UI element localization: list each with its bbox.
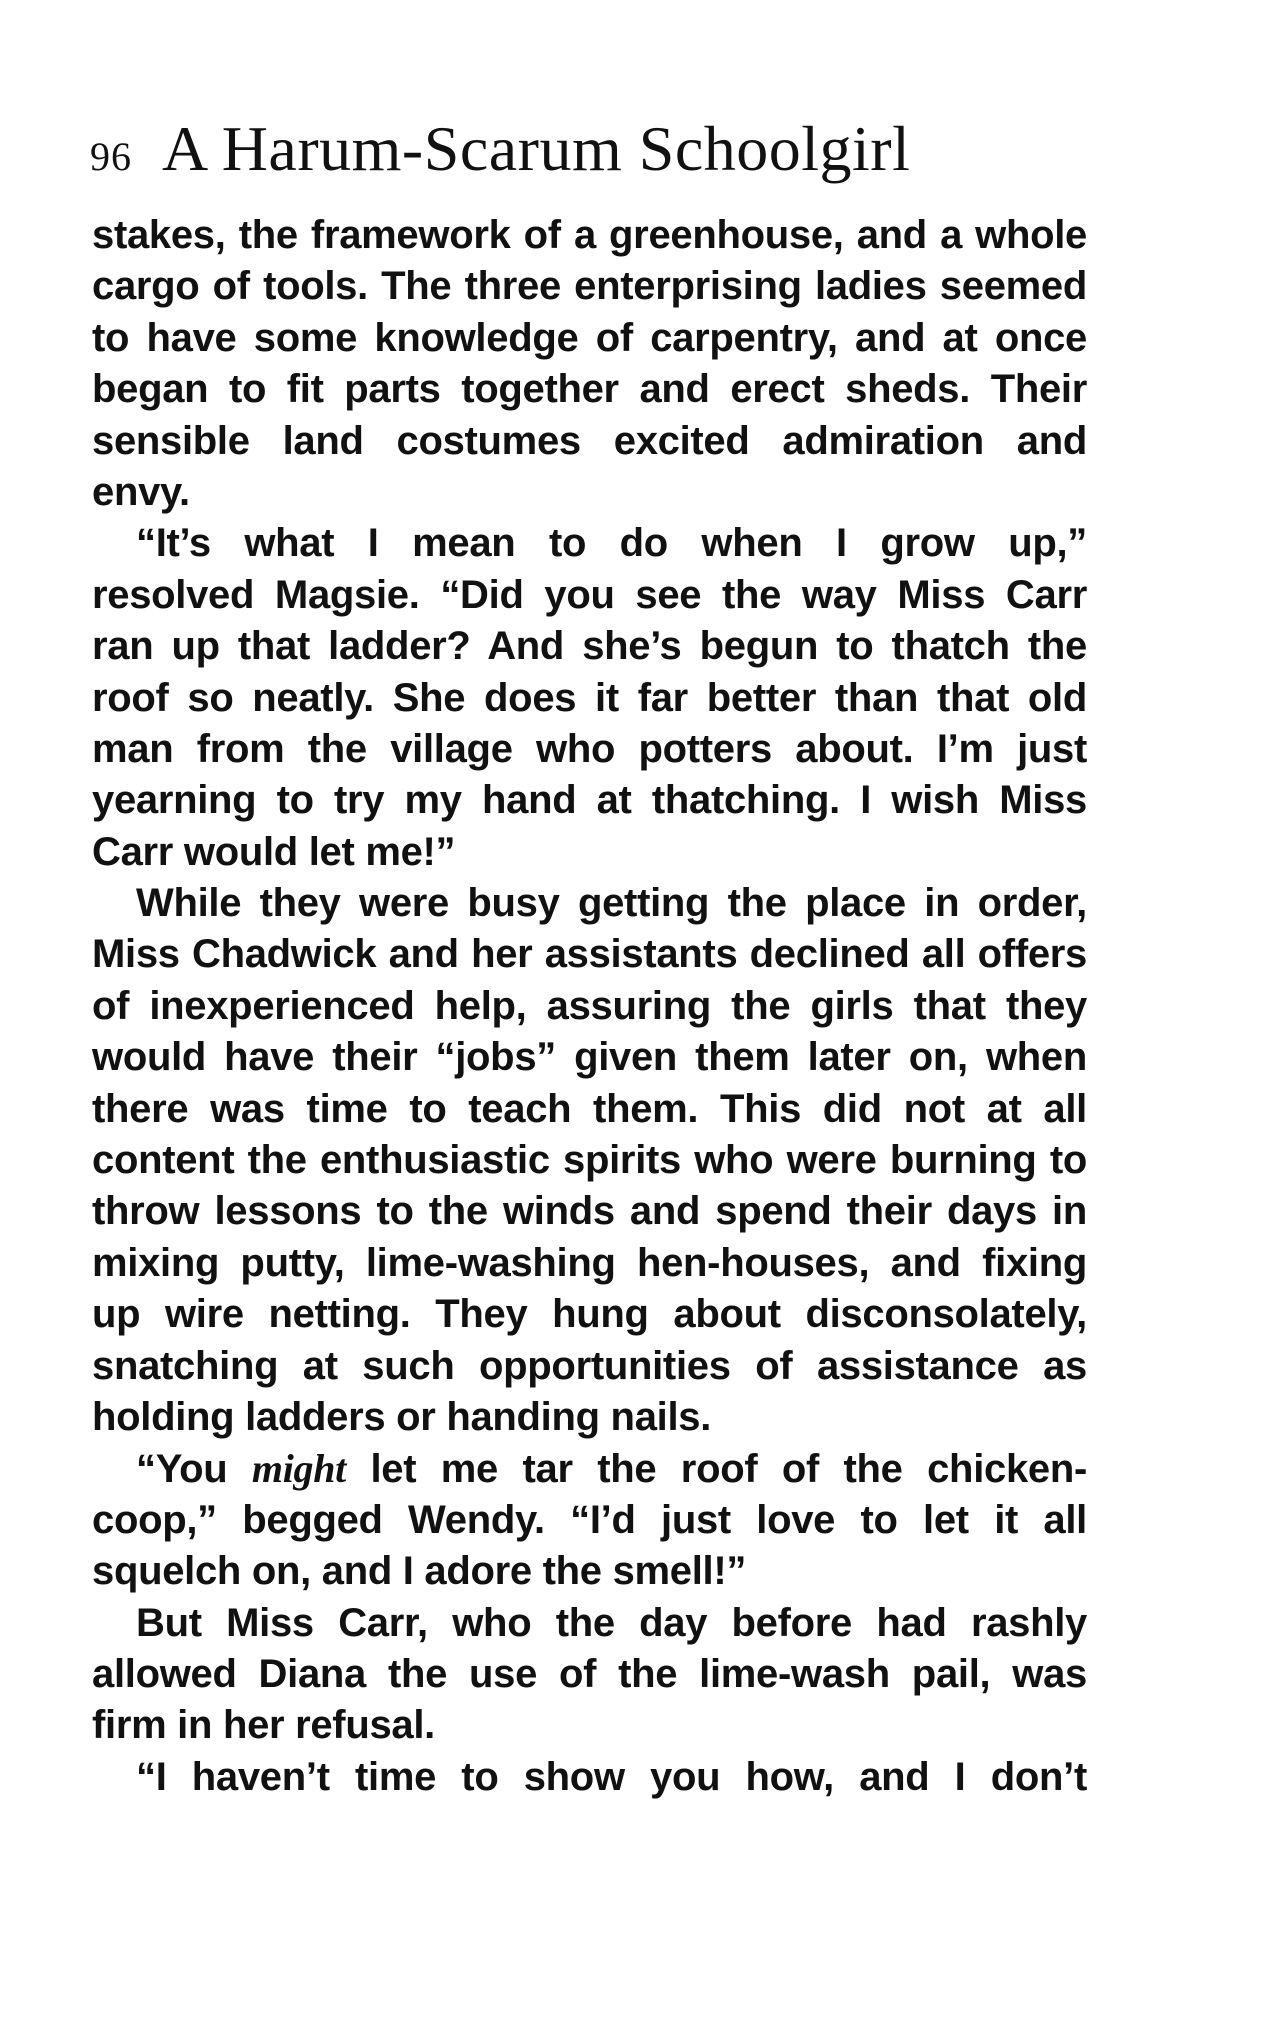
text-segment: let me tar the roof of the chicken- (345, 1447, 1087, 1492)
text-line: there was time to teach them. This did not at all (92, 1086, 1087, 1131)
body-text (92, 210, 1087, 1803)
text-line: mixing putty, lime-washing hen-houses, and fixing (92, 1240, 1087, 1285)
text-line: stakes, the framework of a greenhouse, and a whole (92, 213, 1087, 257)
text-line (92, 1443, 1087, 1494)
text-line: Carr would let me!” (92, 829, 456, 874)
text-line: coop,” begged Wendy. “I’d just love to let it all (92, 1497, 1087, 1542)
text-line: “I haven’t time to show you how, and I don’t (136, 1754, 1087, 1799)
text-line: sensible land costumes excited admiration and (92, 418, 1087, 463)
text-line: “It’s what I mean to do when I grow up,” (136, 521, 1087, 566)
running-head (90, 112, 1090, 192)
text-line: ran up that ladder? And she’s begun to thatch the (92, 624, 1087, 669)
text-line: would have their “jobs” given them later on, when (92, 1035, 1087, 1080)
emphasized-word: might (251, 1446, 346, 1492)
text-line: up wire netting. They hung about disconsolately, (92, 1292, 1087, 1337)
text-line: holding ladders or handing nails. (92, 1394, 712, 1439)
page-number: 96 (90, 134, 132, 179)
text-line: But Miss Carr, who the day before had rashly (136, 1600, 1087, 1645)
text-line: resolved Magsie. “Did you see the way Miss Carr (92, 572, 1087, 617)
text-line: roof so neatly. She does it far better than that old (92, 675, 1087, 720)
text-line: cargo of tools. The three enterprising ladies seemed (92, 264, 1087, 309)
text-line: While they were busy getting the place in order, (136, 881, 1087, 926)
text-line: Miss Chadwick and her assistants declined all offers (92, 932, 1087, 977)
text-line: allowed Diana the use of the lime-wash pail, was (92, 1651, 1087, 1696)
text-line: throw lessons to the winds and spend their days in (92, 1189, 1087, 1234)
text-line: began to fit parts together and erect sheds. Their (92, 367, 1087, 412)
text-segment: “You (136, 1447, 252, 1492)
text-line: envy. (92, 469, 190, 514)
text-line: content the enthusiastic spirits who were burning to (92, 1138, 1087, 1183)
text-line: man from the village who potters about. I’m just (92, 726, 1087, 771)
book-title: A Harum-Scarum Schoolgirl (162, 113, 911, 184)
text-line: yearning to try my hand at thatching. I wish Miss (92, 778, 1087, 823)
text-line: of inexperienced help, assuring the girls that they (92, 983, 1087, 1028)
text-line: firm in her refusal. (92, 1703, 435, 1748)
text-line: squelch on, and I adore the smell!” (92, 1549, 747, 1594)
text-line: snatching at such opportunities of assistance as (92, 1343, 1087, 1388)
text-line: to have some knowledge of carpentry, and at once (92, 315, 1087, 360)
